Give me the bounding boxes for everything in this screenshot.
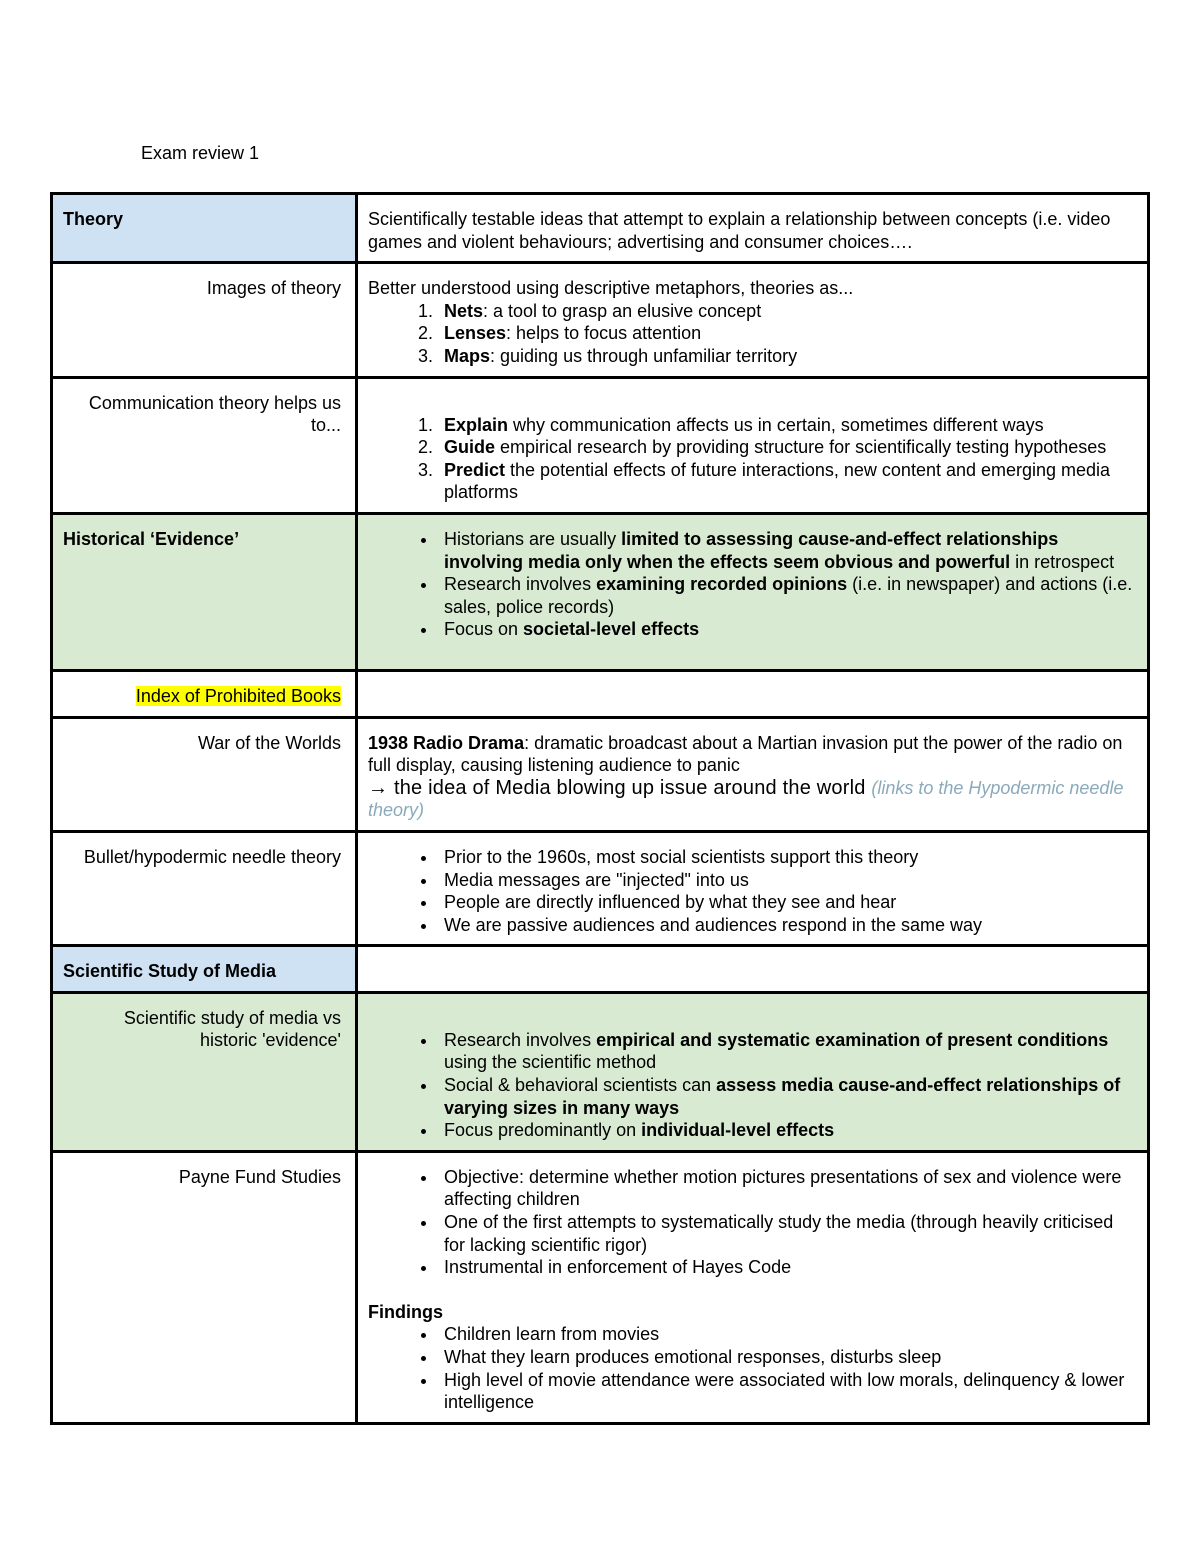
list-item: • Social & behavioral scientists can assess media cause-and-effect relationships of varying sizes in many ways: [438, 1074, 1137, 1119]
definition-scientific-study: [357, 946, 1149, 993]
list-item: • One of the first attempts to systematically study the media (through heavily criticised for lacking scientific rigor): [438, 1211, 1137, 1256]
document-title: Exam review 1: [141, 143, 260, 163]
list-item: • Focus on societal-level effects: [438, 618, 1137, 641]
review-table: [50, 192, 1150, 1425]
list-item: • Children learn from movies: [438, 1323, 1137, 1346]
table-row: [52, 513, 1149, 670]
term-bullet-hypodermic: Bullet/hypodermic needle theory: [52, 831, 357, 945]
definition-scientific-vs-historic: [357, 992, 1149, 1151]
list: [368, 1029, 1137, 1142]
table-row: [52, 194, 1149, 263]
list: [368, 1166, 1137, 1279]
table-row: [52, 992, 1149, 1151]
table-row: [52, 1151, 1149, 1423]
list-item: • Media messages are "injected" into us: [438, 869, 1137, 892]
list-item: 3. Predict the potential effects of future interactions, new content and emerging media platforms: [438, 459, 1137, 504]
definition-war-of-the-worlds: 1938 Radio Drama: dramatic broadcast about a Martian invasion put the power of the radio on full display, causing listening audience to panic → the idea of Media blowing up issue around the world (links to the Hypodermic needle theory): [357, 717, 1149, 831]
term-war-of-the-worlds: War of the Worlds: [52, 717, 357, 831]
term-scientific-vs-historic: Scientific study of media vs historic 'evidence': [52, 992, 357, 1151]
table-row: [52, 831, 1149, 945]
table-row: [52, 946, 1149, 993]
definition-historical-evidence: [357, 513, 1149, 670]
definition-index-prohibited-books: [357, 670, 1149, 717]
definition-theory: Scientifically testable ideas that attempt to explain a relationship between concepts (i.e. video games and violent behaviours; advertising and consumer choices….: [357, 194, 1149, 263]
term-historical-evidence: Historical ‘Evidence’: [52, 513, 357, 670]
list-item: • High level of movie attendance were associated with low morals, delinquency & lower intelligence: [438, 1369, 1137, 1414]
definition-communication-theory: [357, 377, 1149, 513]
list-item: • Prior to the 1960s, most social scientists support this theory: [438, 846, 1137, 869]
list: [368, 414, 1137, 504]
table-row: [52, 263, 1149, 377]
list-item: 2. Lenses: helps to focus attention: [438, 322, 1137, 345]
list: [368, 846, 1137, 936]
list-item: • Objective: determine whether motion pictures presentations of sex and violence were affecting children: [438, 1166, 1137, 1211]
list-item: • Instrumental in enforcement of Hayes Code: [438, 1256, 1137, 1279]
list-item: • Focus predominantly on individual-level effects: [438, 1119, 1137, 1142]
definition-payne-fund-studies: [357, 1151, 1149, 1423]
term-images-of-theory: Images of theory: [52, 263, 357, 377]
list-item: 1. Explain why communication affects us in certain, sometimes different ways: [438, 414, 1137, 437]
list-item: • We are passive audiences and audiences respond in the same way: [438, 914, 1137, 937]
list-item: 3. Maps: guiding us through unfamiliar territory: [438, 345, 1137, 368]
list-item: • Research involves empirical and systematic examination of present conditions using the scientific method: [438, 1029, 1137, 1074]
list: [368, 528, 1137, 641]
definition-images-of-theory: Better understood using descriptive metaphors, theories as... 1. Nets: a tool to grasp an elusive concept 2. Lenses: helps to focus attention 3. Maps: guiding us through unfamiliar territory: [357, 263, 1149, 377]
term-payne-fund-studies: Payne Fund Studies: [52, 1151, 357, 1423]
findings-heading: Findings: [368, 1301, 443, 1322]
list: [368, 300, 1137, 368]
term-scientific-study: Scientific Study of Media: [52, 946, 357, 993]
term-index-prohibited-books: Index of Prohibited Books: [52, 670, 357, 717]
list-item: • People are directly influenced by what they see and hear: [438, 891, 1137, 914]
list-item: 1. Nets: a tool to grasp an elusive concept: [438, 300, 1137, 323]
list-item: 2. Guide empirical research by providing structure for scientifically testing hypotheses: [438, 436, 1137, 459]
list-item: • Research involves examining recorded opinions (i.e. in newspaper) and actions (i.e. sales, police records): [438, 573, 1137, 618]
list-item: • Historians are usually limited to assessing cause-and-effect relationships involving media only when the effects seem obvious and powerful in retrospect: [438, 528, 1137, 573]
term-theory: Theory: [52, 194, 357, 263]
definition-bullet-hypodermic: [357, 831, 1149, 945]
term-communication-theory: Communication theory helps us to...: [52, 377, 357, 513]
list: [368, 1323, 1137, 1413]
list-item: • What they learn produces emotional responses, disturbs sleep: [438, 1346, 1137, 1369]
table-row: [52, 717, 1149, 831]
table-row: [52, 377, 1149, 513]
table-row: [52, 670, 1149, 717]
